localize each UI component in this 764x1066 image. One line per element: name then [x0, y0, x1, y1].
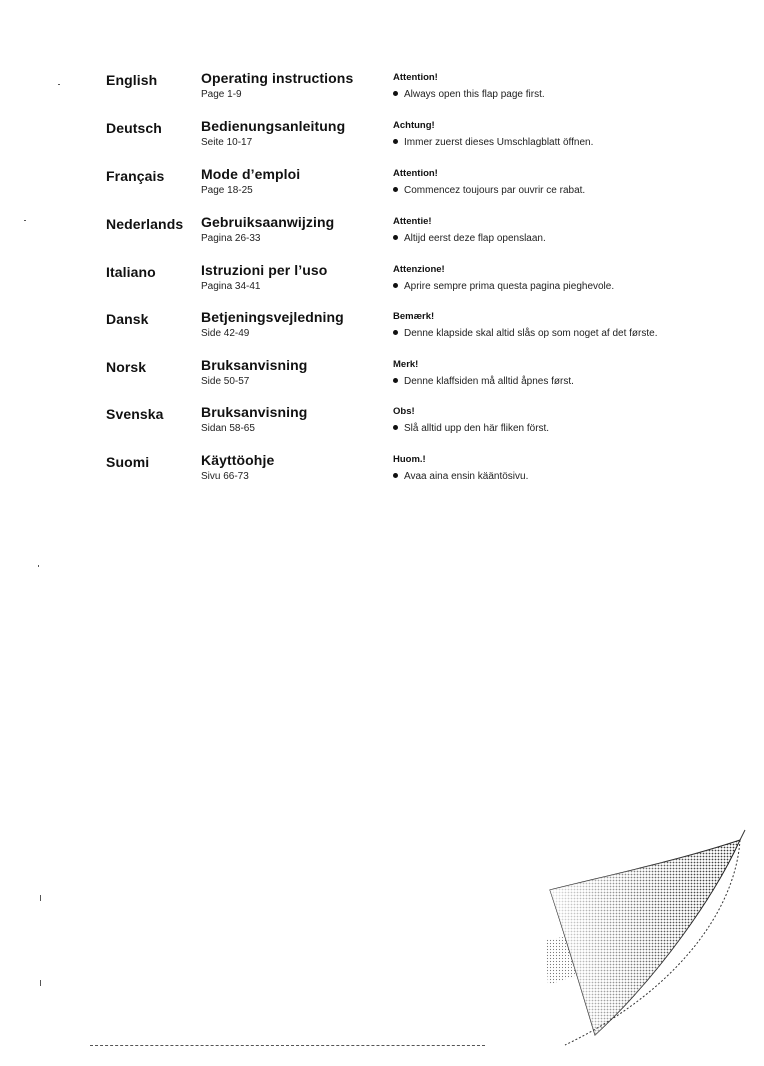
manual-title: Bedienungsanleitung [201, 118, 346, 134]
note-heading: Attentie! [393, 216, 432, 227]
note-heading: Obs! [393, 406, 415, 417]
bullet-icon [393, 139, 398, 144]
note-heading: Bemærk! [393, 311, 435, 322]
note-text-content: Commencez toujours par ouvrir ce rabat. [404, 185, 586, 196]
language-row-svenska [0, 404, 764, 444]
note-heading: Huom.! [393, 454, 426, 465]
margin-mark [38, 565, 39, 567]
language-row-italiano [0, 262, 764, 302]
language-row-deutsch [0, 118, 764, 158]
manual-title: Istruzioni per l’uso [201, 262, 328, 278]
note-text-content: Denne klapside skal altid slås op som noget af det første. [404, 328, 658, 339]
note-text-content: Immer zuerst dieses Umschlagblatt öffnen. [404, 137, 594, 148]
language-name: Deutsch [106, 120, 162, 136]
margin-mark [40, 895, 41, 901]
note-heading: Merk! [393, 359, 419, 370]
note-text-content: Aprire sempre prima questa pagina pieghevole. [404, 281, 615, 292]
page-range: Page 18-25 [201, 185, 253, 196]
page-curl-icon [540, 825, 755, 1050]
manual-title: Bruksanvisning [201, 357, 308, 373]
language-row-francais [0, 166, 764, 206]
language-name: Svenska [106, 406, 164, 422]
page-range: Seite 10-17 [201, 137, 253, 148]
bottom-rule [90, 1045, 485, 1046]
note-heading: Achtung! [393, 120, 435, 131]
bullet-icon [393, 473, 398, 478]
language-row-suomi [0, 452, 764, 492]
language-name: Dansk [106, 311, 149, 327]
note-text-content: Always open this flap page first. [404, 89, 545, 100]
note-text [393, 281, 614, 292]
manual-title: Gebruiksaanwijzing [201, 214, 335, 230]
margin-mark [58, 84, 60, 85]
page-range: Pagina 26-33 [201, 233, 261, 244]
bullet-icon [393, 187, 398, 192]
note-text [393, 233, 546, 244]
language-name: Suomi [106, 454, 150, 470]
language-name: Italiano [106, 264, 156, 280]
note-text [393, 376, 574, 387]
language-name: Norsk [106, 359, 147, 375]
page-range: Side 42-49 [201, 328, 250, 339]
page-range: Sidan 58-65 [201, 423, 255, 434]
language-name: English [106, 72, 158, 88]
bullet-icon [393, 378, 398, 383]
language-row-nederlands [0, 214, 764, 254]
language-row-english [0, 70, 764, 110]
page-range: Sivu 66-73 [201, 471, 249, 482]
note-text-content: Slå alltid upp den här fliken först. [404, 423, 550, 434]
bullet-icon [393, 425, 398, 430]
language-name: Français [106, 168, 165, 184]
note-heading: Attention! [393, 72, 438, 83]
note-text [393, 328, 657, 339]
note-text [393, 137, 593, 148]
margin-mark [40, 980, 41, 986]
bullet-icon [393, 91, 398, 96]
manual-title: Mode d’emploi [201, 166, 301, 182]
note-text [393, 185, 585, 196]
bullet-icon [393, 235, 398, 240]
page-range: Side 50-57 [201, 376, 250, 387]
note-heading: Attenzione! [393, 264, 445, 275]
language-name: Nederlands [106, 216, 184, 232]
page-range: Pagina 34-41 [201, 281, 261, 292]
margin-mark [24, 220, 26, 221]
page-range: Page 1-9 [201, 89, 242, 100]
bullet-icon [393, 330, 398, 335]
language-row-dansk [0, 309, 764, 349]
manual-title: Betjeningsvejledning [201, 309, 344, 325]
note-heading: Attention! [393, 168, 438, 179]
language-row-norsk [0, 357, 764, 397]
manual-title: Bruksanvisning [201, 404, 308, 420]
note-text-content: Altijd eerst deze flap openslaan. [404, 233, 546, 244]
note-text [393, 471, 528, 482]
note-text-content: Avaa aina ensin kääntösivu. [404, 471, 529, 482]
manual-title: Operating instructions [201, 70, 354, 86]
note-text [393, 89, 545, 100]
note-text-content: Denne klaffsiden må alltid åpnes først. [404, 376, 574, 387]
manual-title: Käyttöohje [201, 452, 275, 468]
bullet-icon [393, 283, 398, 288]
note-text [393, 423, 549, 434]
